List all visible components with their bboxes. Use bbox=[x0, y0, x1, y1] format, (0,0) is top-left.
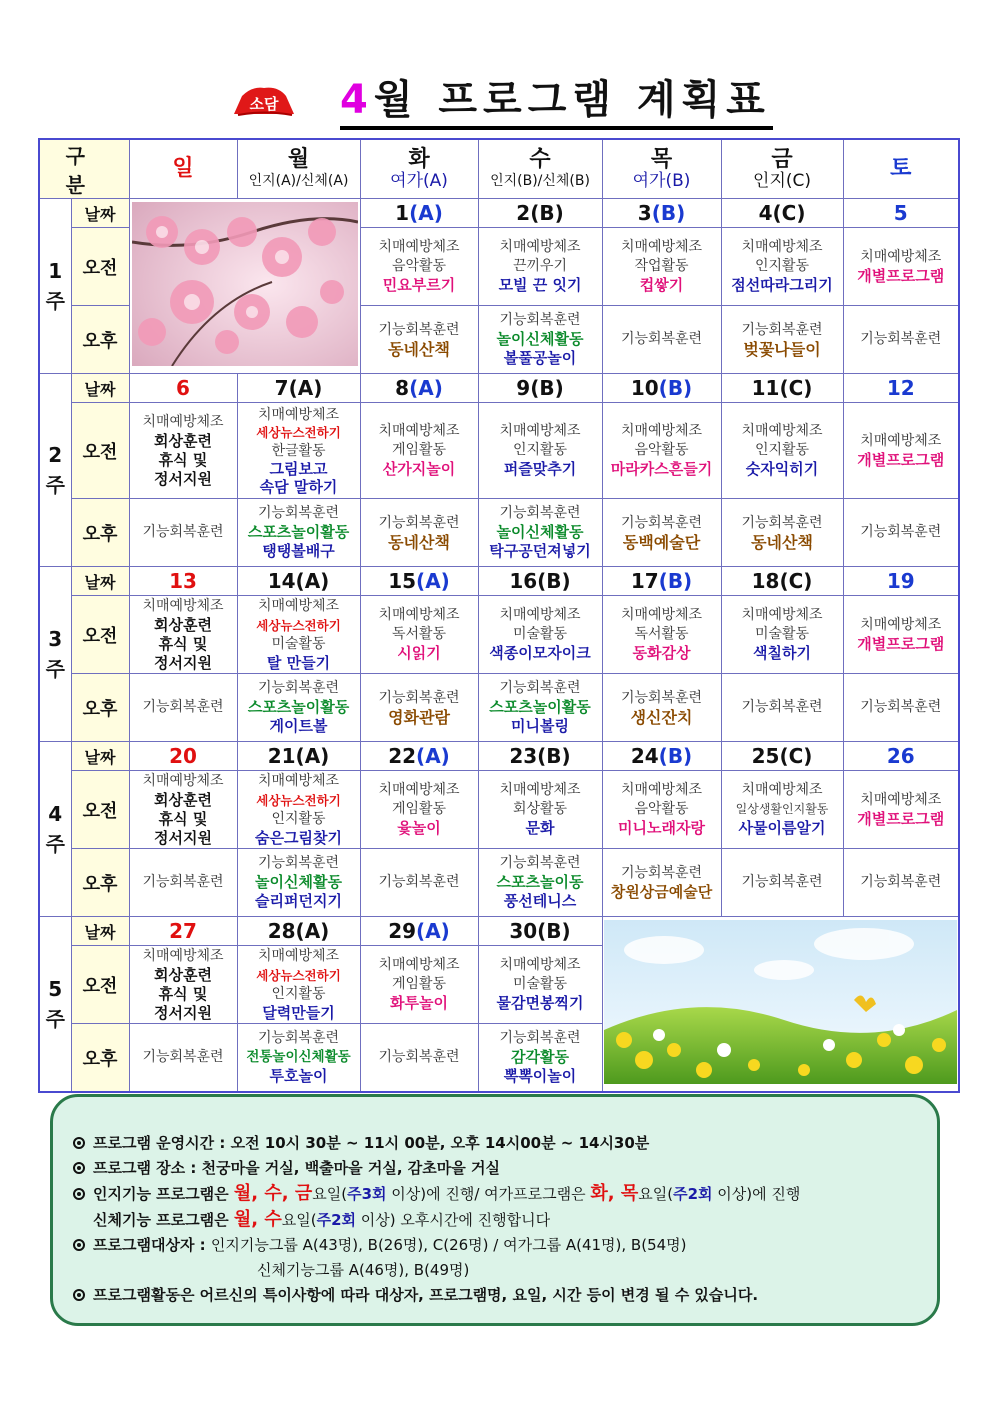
date-label: 날짜 bbox=[71, 374, 129, 403]
program-cell: 기능회복훈련 bbox=[721, 849, 843, 917]
date-label: 날짜 bbox=[71, 567, 129, 596]
date-cell: 24(B) bbox=[602, 742, 721, 771]
program-cell: 치매예방체조 일상생활인지활동 사물이름알기 bbox=[721, 771, 843, 849]
program-cell: 치매예방체조 회상훈련 휴식 및 정서지원 bbox=[129, 771, 237, 849]
date-cell: 16(B) bbox=[478, 567, 602, 596]
title-area bbox=[0, 76, 992, 136]
program-cell: 기능회복훈련 bbox=[843, 674, 959, 742]
program-cell: 기능회복훈련 bbox=[843, 849, 959, 917]
date-cell: 29(A) bbox=[360, 917, 478, 946]
program-cell: 기능회복훈련 놀이신체활동 볼풀공놀이 bbox=[478, 306, 602, 374]
bullet-icon bbox=[73, 1239, 85, 1251]
program-cell: 기능회복훈련 스포츠놀이활동 게이트볼 bbox=[237, 674, 360, 742]
date-cell: 10(B) bbox=[602, 374, 721, 403]
spring-meadow-picture bbox=[604, 920, 957, 1084]
date-label: 날짜 bbox=[71, 742, 129, 771]
week4-pm-row bbox=[39, 849, 959, 917]
program-cell: 기능회복훈련 스포츠놀이활동 탱탱볼배구 bbox=[237, 499, 360, 567]
header-wed: 수 인지(B)/신체(B) bbox=[478, 139, 602, 199]
program-cell: 기능회복훈련 감각활동 뽁뽁이놀이 bbox=[478, 1024, 602, 1093]
week5-label: 5 주 bbox=[39, 917, 71, 1093]
date-cell: 21(A) bbox=[237, 742, 360, 771]
program-cell: 치매예방체조 독서활동 동화감상 bbox=[602, 596, 721, 674]
program-cell: 치매예방체조 인지활동 숫자익히기 bbox=[721, 403, 843, 499]
program-cell: 기능회복훈련 생신잔치 bbox=[602, 674, 721, 742]
date-cell: 19 bbox=[843, 567, 959, 596]
program-cell: 치매예방체조 미술활동 색칠하기 bbox=[721, 596, 843, 674]
program-cell: 기능회복훈련 창원상금예술단 bbox=[602, 849, 721, 917]
date-cell: 18(C) bbox=[721, 567, 843, 596]
note-participants: 프로그램대상자 : 인지기능그룹 A(43명), B(26명), C(26명) / 여가그룹 A(41명), B(54명) bbox=[73, 1233, 937, 1258]
program-cell: 치매예방체조 세상뉴스전하기 인지활동 달력만들기 bbox=[237, 946, 360, 1024]
am-label: 오전 bbox=[71, 228, 129, 306]
date-label: 날짜 bbox=[71, 199, 129, 228]
logo-icon bbox=[232, 84, 296, 118]
date-cell: 5 bbox=[843, 199, 959, 228]
bullet-icon bbox=[73, 1289, 85, 1301]
program-cell: 기능회복훈련 동네산책 bbox=[360, 499, 478, 567]
week2-date-row bbox=[39, 374, 959, 403]
program-cell: 기능회복훈련 bbox=[360, 849, 478, 917]
program-cell: 기능회복훈련 동네산책 bbox=[360, 306, 478, 374]
week4-label: 4 주 bbox=[39, 742, 71, 917]
svg-text:소담: 소담 bbox=[249, 95, 279, 113]
date-cell: 27 bbox=[129, 917, 237, 946]
program-cell: 기능회복훈련 bbox=[843, 306, 959, 374]
program-cell: 치매예방체조 세상뉴스전하기 미술활동 탈 만들기 bbox=[237, 596, 360, 674]
header-mon: 월 인지(A)/신체(A) bbox=[237, 139, 360, 199]
header-tue: 화 여가(A) bbox=[360, 139, 478, 199]
date-cell: 22(A) bbox=[360, 742, 478, 771]
date-cell: 3(B) bbox=[602, 199, 721, 228]
bullet-icon bbox=[73, 1188, 85, 1200]
header-sat: 토 bbox=[843, 139, 959, 199]
week1-date-row bbox=[39, 199, 959, 228]
week2-pm-row bbox=[39, 499, 959, 567]
date-cell: 30(B) bbox=[478, 917, 602, 946]
program-cell: 치매예방체조 끈끼우기 모빌 끈 잇기 bbox=[478, 228, 602, 306]
am-label: 오전 bbox=[71, 946, 129, 1024]
program-cell: 치매예방체조 인지활동 점선따라그리기 bbox=[721, 228, 843, 306]
date-cell: 12 bbox=[843, 374, 959, 403]
date-cell: 23(B) bbox=[478, 742, 602, 771]
program-cell: 치매예방체조 음악활동 마라카스흔들기 bbox=[602, 403, 721, 499]
spring-meadow-image bbox=[602, 917, 959, 1093]
note-physical-groups: 신체기능그룹 A(46명), B(49명) bbox=[257, 1261, 470, 1279]
program-cell: 기능회복훈련 bbox=[843, 499, 959, 567]
pm-label: 오후 bbox=[71, 1024, 129, 1093]
note-schedule: 인지기능 프로그램은 월, 수, 금요일(주3회 이상)에 진행/ 여가프로그램은 화, 목요일(주2회 이상)에 진행 bbox=[73, 1181, 937, 1207]
program-cell: 치매예방체조 회상훈련 휴식 및 정서지원 bbox=[129, 403, 237, 499]
date-cell: 1(A) bbox=[360, 199, 478, 228]
date-cell: 14(A) bbox=[237, 567, 360, 596]
program-cell: 치매예방체조 작업활동 컵쌓기 bbox=[602, 228, 721, 306]
program-cell: 치매예방체조 개별프로그램 bbox=[843, 228, 959, 306]
week4-am-row bbox=[39, 771, 959, 849]
program-cell: 기능회복훈련 bbox=[129, 1024, 237, 1093]
week2-label: 2 주 bbox=[39, 374, 71, 567]
am-label: 오전 bbox=[71, 771, 129, 849]
program-cell: 치매예방체조 게임활동 윷놀이 bbox=[360, 771, 478, 849]
program-cell: 기능회복훈련 동백예술단 bbox=[602, 499, 721, 567]
program-cell: 기능회복훈련 bbox=[129, 674, 237, 742]
page-title: 4월 프로그램 계획표 bbox=[340, 76, 773, 130]
program-cell: 치매예방체조 게임활동 화투놀이 bbox=[360, 946, 478, 1024]
pm-label: 오후 bbox=[71, 674, 129, 742]
date-cell: 28(A) bbox=[237, 917, 360, 946]
cherry-blossom-image bbox=[129, 199, 360, 374]
week3-am-row bbox=[39, 596, 959, 674]
program-cell: 기능회복훈련 스포츠놀이동 풍선테니스 bbox=[478, 849, 602, 917]
date-cell: 6 bbox=[129, 374, 237, 403]
notes-box bbox=[50, 1094, 940, 1326]
week3-pm-row bbox=[39, 674, 959, 742]
note-disclaimer: 프로그램활동은 어르신의 특이사항에 따라 대상자, 프로그램명, 요일, 시간 등이 변경 될 수 있습니다. bbox=[73, 1283, 937, 1308]
date-cell: 8(A) bbox=[360, 374, 478, 403]
program-cell: 치매예방체조 회상훈련 휴식 및 정서지원 bbox=[129, 596, 237, 674]
note-location: 프로그램 장소 : 천궁마을 거실, 백출마을 거실, 감초마을 거실 bbox=[73, 1156, 937, 1181]
date-cell: 9(B) bbox=[478, 374, 602, 403]
date-cell: 17(B) bbox=[602, 567, 721, 596]
gubun-header: 구 분 bbox=[39, 139, 129, 199]
program-cell: 기능회복훈련 동네산책 bbox=[721, 499, 843, 567]
week5-date-row bbox=[39, 917, 959, 946]
program-cell: 치매예방체조 회상훈련 휴식 및 정서지원 bbox=[129, 946, 237, 1024]
header-thu: 목 여가(B) bbox=[602, 139, 721, 199]
program-cell: 치매예방체조 회상활동 문화 bbox=[478, 771, 602, 849]
program-cell: 기능회복훈련 bbox=[602, 306, 721, 374]
program-cell: 치매예방체조 개별프로그램 bbox=[843, 403, 959, 499]
program-cell: 치매예방체조 미술활동 물감면봉찍기 bbox=[478, 946, 602, 1024]
date-cell: 2(B) bbox=[478, 199, 602, 228]
date-cell: 13 bbox=[129, 567, 237, 596]
date-cell: 4(C) bbox=[721, 199, 843, 228]
program-cell: 기능회복훈련 bbox=[129, 499, 237, 567]
week1-label: 1 주 bbox=[39, 199, 71, 374]
date-cell: 15(A) bbox=[360, 567, 478, 596]
program-cell: 치매예방체조 개별프로그램 bbox=[843, 596, 959, 674]
date-cell: 7(A) bbox=[237, 374, 360, 403]
program-cell: 치매예방체조 독서활동 시읽기 bbox=[360, 596, 478, 674]
program-cell: 기능회복훈련 bbox=[360, 1024, 478, 1093]
program-cell: 치매예방체조 게임활동 산가지놀이 bbox=[360, 403, 478, 499]
program-cell: 치매예방체조 세상뉴스전하기 인지활동 숨은그림찾기 bbox=[237, 771, 360, 849]
note-physical-schedule: 신체기능 프로그램은 월, 수요일(주2회 이상) 오후시간에 진행합니다 bbox=[93, 1209, 551, 1230]
bullet-icon bbox=[73, 1137, 85, 1149]
date-label: 날짜 bbox=[71, 917, 129, 946]
week2-am-row bbox=[39, 403, 959, 499]
pm-label: 오후 bbox=[71, 849, 129, 917]
date-cell: 26 bbox=[843, 742, 959, 771]
program-cell: 치매예방체조 음악활동 민요부르기 bbox=[360, 228, 478, 306]
program-cell: 기능회복훈련 벚꽃나들이 bbox=[721, 306, 843, 374]
bullet-icon bbox=[73, 1162, 85, 1174]
pm-label: 오후 bbox=[71, 306, 129, 374]
week3-label: 3 주 bbox=[39, 567, 71, 742]
date-cell: 20 bbox=[129, 742, 237, 771]
header-row bbox=[39, 139, 959, 199]
program-cell: 치매예방체조 음악활동 미니노래자랑 bbox=[602, 771, 721, 849]
date-cell: 25(C) bbox=[721, 742, 843, 771]
program-cell: 기능회복훈련 bbox=[129, 849, 237, 917]
date-cell: 11(C) bbox=[721, 374, 843, 403]
program-cell: 기능회복훈련 놀이신체활동 탁구공던져넣기 bbox=[478, 499, 602, 567]
note-operating-hours: 프로그램 운영시간 : 오전 10시 30분 ~ 11시 00분, 오후 14시00분 ~ 14시30분 bbox=[73, 1131, 937, 1156]
program-cell: 치매예방체조 개별프로그램 bbox=[843, 771, 959, 849]
schedule-table bbox=[38, 138, 960, 1093]
cherry-blossom-picture bbox=[132, 202, 358, 366]
week4-date-row bbox=[39, 742, 959, 771]
program-cell: 치매예방체조 미술활동 색종이모자이크 bbox=[478, 596, 602, 674]
program-cell: 치매예방체조 인지활동 퍼즐맞추기 bbox=[478, 403, 602, 499]
program-cell: 기능회복훈련 전통놀이신체활동 투호놀이 bbox=[237, 1024, 360, 1093]
program-cell: 기능회복훈련 영화관람 bbox=[360, 674, 478, 742]
am-label: 오전 bbox=[71, 403, 129, 499]
header-sun: 일 bbox=[129, 139, 237, 199]
am-label: 오전 bbox=[71, 596, 129, 674]
header-fri: 금 인지(C) bbox=[721, 139, 843, 199]
program-cell: 기능회복훈련 bbox=[721, 674, 843, 742]
week3-date-row bbox=[39, 567, 959, 596]
pm-label: 오후 bbox=[71, 499, 129, 567]
program-cell: 기능회복훈련 놀이신체활동 슬리퍼던지기 bbox=[237, 849, 360, 917]
program-cell: 기능회복훈련 스포츠놀이활동 미니볼링 bbox=[478, 674, 602, 742]
program-cell: 치매예방체조 세상뉴스전하기 한글활동 그림보고 속담 말하기 bbox=[237, 403, 360, 499]
